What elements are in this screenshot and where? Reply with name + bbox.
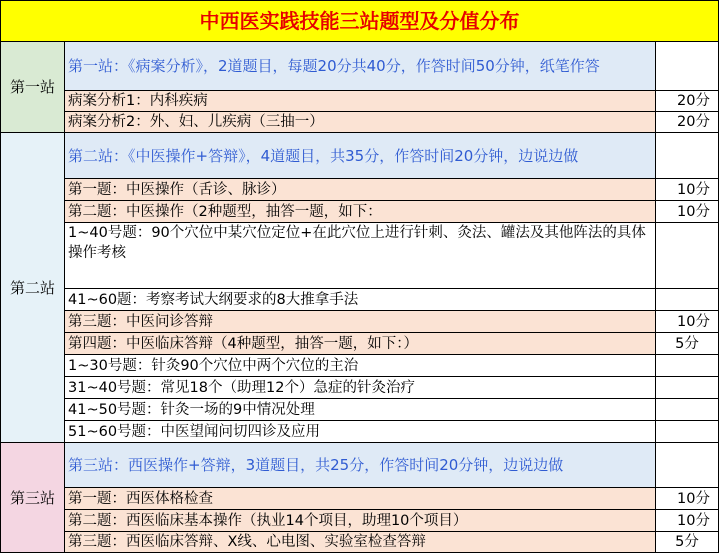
station-2-header-score (656, 133, 719, 179)
clinical-questions-31-40: 31~40号题：常见18个（助理12个）急症的针灸治疗 (65, 377, 656, 399)
case-analysis-1-score: 20分 (656, 91, 719, 112)
clinical-questions-41-50: 41~50号题：针灸一场的9中情况处理 (65, 399, 656, 421)
case-analysis-2-score: 20分 (656, 112, 719, 133)
station-2-question-1: 第一题：中医操作（舌诊、脉诊） (65, 179, 656, 201)
station-1-label: 第一站 (1, 42, 65, 133)
acupoint-questions-1-40: 1~40号题：90个穴位中某穴位定位+在此穴位上进行针刺、灸法、罐法及其他阵法的具体操作考核 (65, 223, 656, 289)
clinical-questions-1-30-score (656, 355, 719, 377)
station-2-question-3: 第三题：中医问诊答辩 (65, 311, 656, 333)
station-3-header: 第三站：西医操作+答辩，3道题目，共25分，作答时间20分钟，边说边做 (65, 443, 656, 488)
station-2-question-1-score: 10分 (656, 179, 719, 201)
station-2-question-2: 第二题：中医操作（2种题型，抽答一题，如下： (65, 201, 656, 223)
page-title: 中西医实践技能三站题型及分值分布 (1, 1, 719, 42)
station-2-question-3-score: 10分 (656, 311, 719, 333)
massage-questions-41-60: 41~60题：考察考试大纲要求的8大推拿手法 (65, 289, 656, 311)
station-3-label: 第三站 (1, 443, 65, 553)
case-analysis-2: 病案分析2：外、妇、儿疾病（三抽一） (65, 112, 656, 133)
station-2-question-2-score: 10分 (656, 201, 719, 223)
station-3-question-3-score: 5分 (656, 532, 719, 553)
station-2-question-4-score: 5分 (656, 333, 719, 355)
station-3-header-score (656, 443, 719, 488)
station-1-header: 第一站：《病案分析》，2道题目，每题20分共40分，作答时间50分钟，纸笔作答 (65, 42, 656, 91)
massage-questions-41-60-score (656, 289, 719, 311)
station-3-question-1: 第一题：西医体格检查 (65, 488, 656, 510)
station-2-label: 第二站 (1, 133, 65, 443)
station-3-question-2-score: 10分 (656, 510, 719, 532)
clinical-questions-51-60: 51~60号题：中医望闻问切四诊及应用 (65, 421, 656, 443)
station-3-question-2: 第二题：西医临床基本操作（执业14个项目，助理10个项目） (65, 510, 656, 532)
station-3-question-1-score: 10分 (656, 488, 719, 510)
acupoint-questions-1-40-score (656, 223, 719, 289)
clinical-questions-31-40-score (656, 377, 719, 399)
station-2-header: 第二站：《中医操作+答辩》，4道题目，共35分，作答时间20分钟，边说边做 (65, 133, 656, 179)
clinical-questions-1-30: 1~30号题：针灸90个穴位中两个穴位的主治 (65, 355, 656, 377)
station-1-header-score (656, 42, 719, 91)
station-3-question-3: 第三题：西医临床答辩、X线、心电图、实验室检查答辩 (65, 532, 656, 553)
clinical-questions-51-60-score (656, 421, 719, 443)
clinical-questions-41-50-score (656, 399, 719, 421)
case-analysis-1: 病案分析1：内科疾病 (65, 91, 656, 112)
station-2-question-4: 第四题：中医临床答辩（4种题型，抽答一题，如下：） (65, 333, 656, 355)
